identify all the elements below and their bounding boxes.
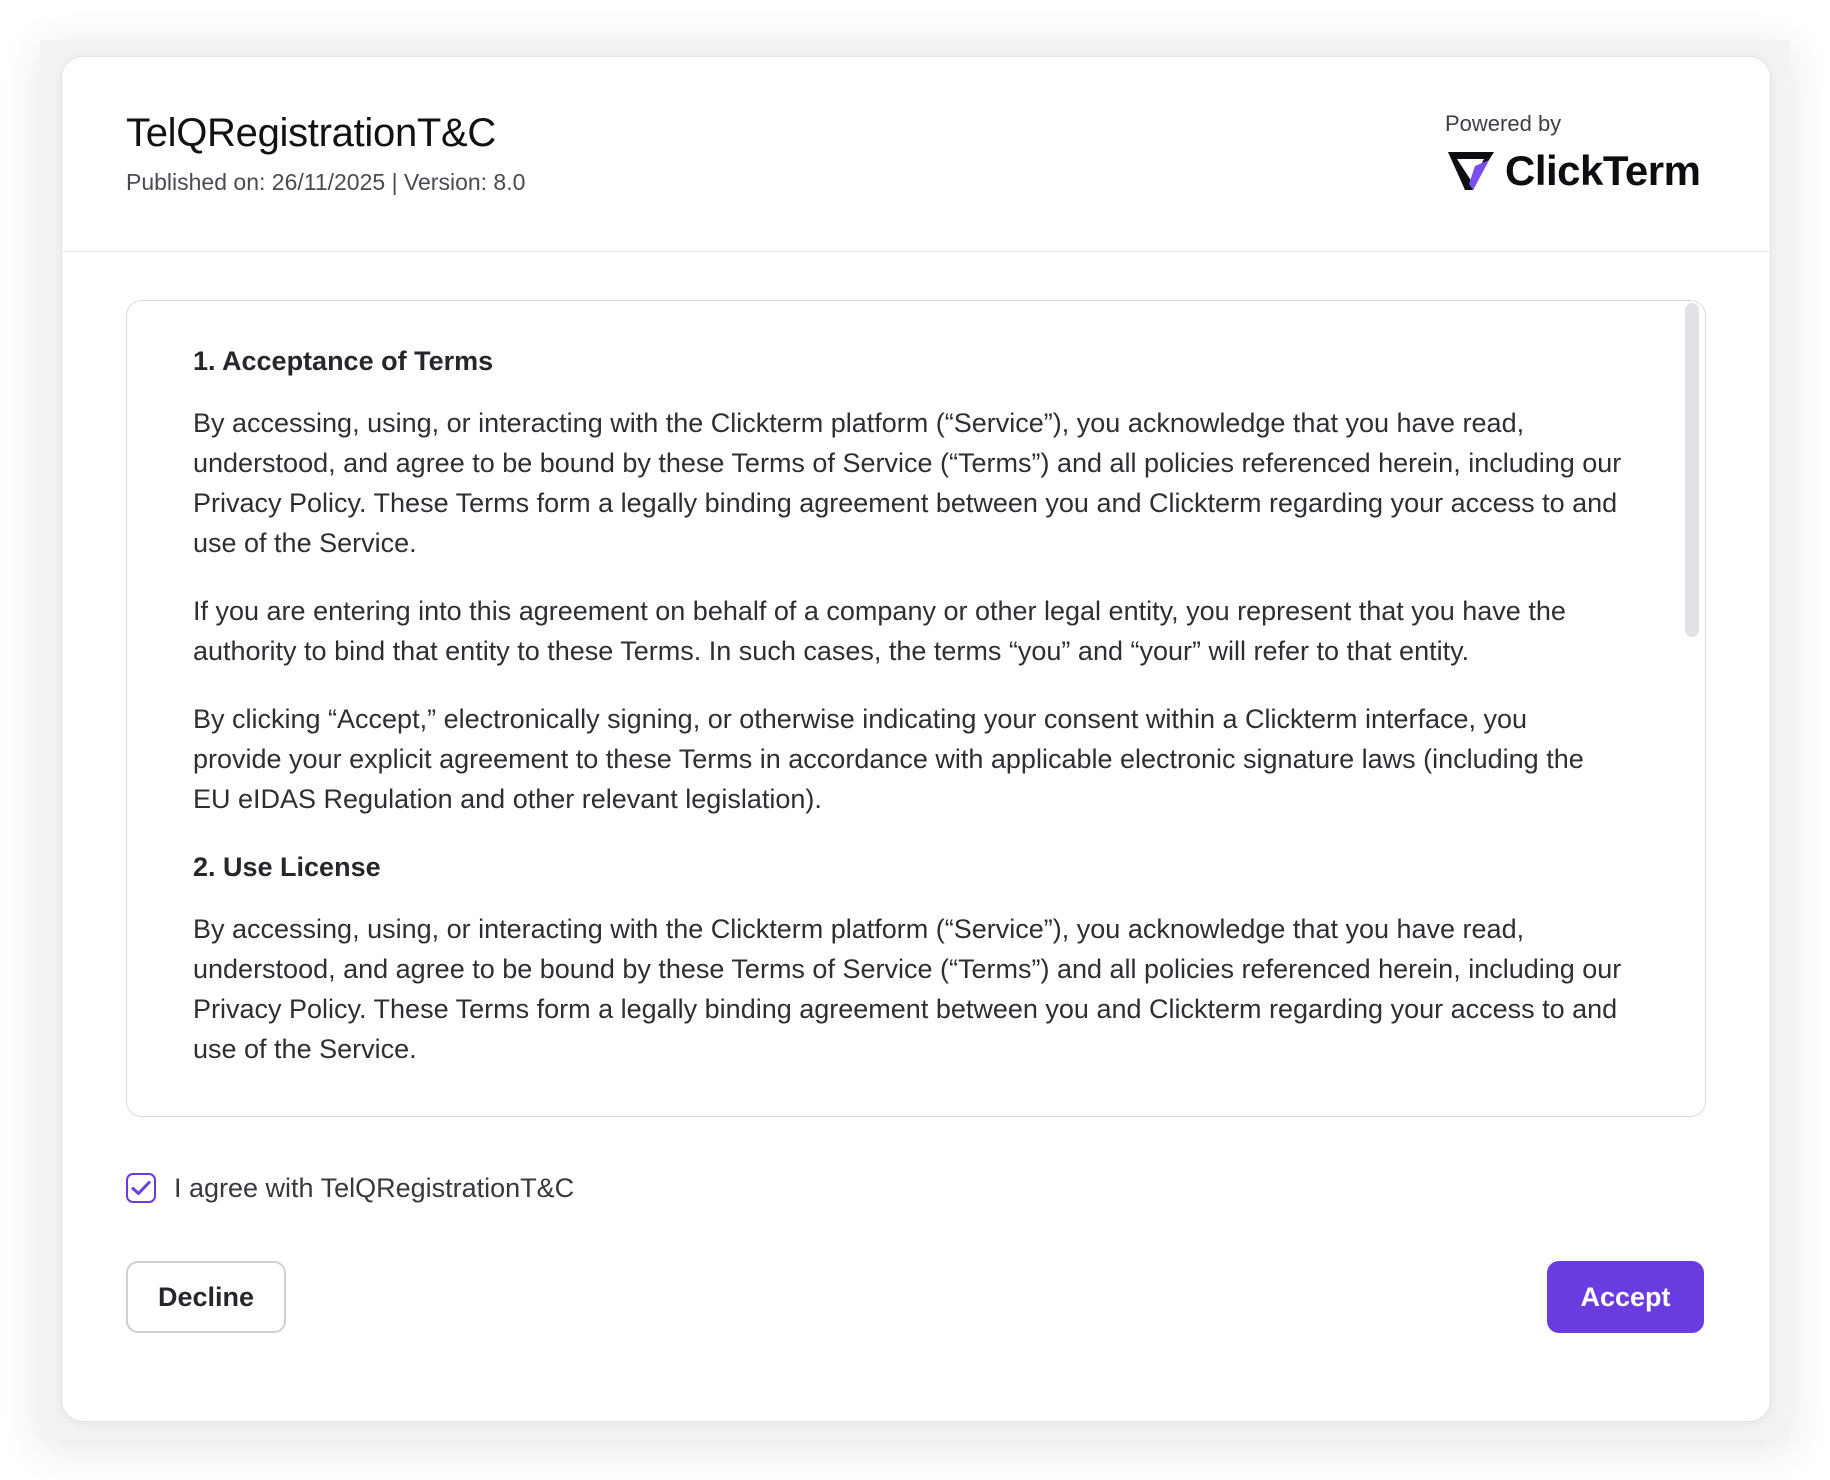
scrollbar-track[interactable] [1683, 301, 1705, 1116]
section-heading: 1. Acceptance of Terms [193, 346, 494, 376]
document-title: TelQRegistrationT&C [126, 111, 496, 155]
agree-checkbox-row[interactable] [126, 1171, 574, 1205]
document-meta: Published on: 26/11/2025 | Version: 8.0 [126, 169, 526, 195]
clickterm-logo [1445, 147, 1700, 195]
terms-scroll-area[interactable] [126, 300, 1706, 1117]
dialog-header [62, 57, 1770, 252]
section-paragraph: By clicking “Accept,” electronically signing, or otherwise indicating your consent within a Clickterm interface, you provide your explicit agreement to these Terms in accordance with applicable electronic signature laws (including the EU eIDAS Regulation and other relevant legislation). [193, 704, 1584, 814]
brand-name: ClickTerm [1505, 147, 1701, 194]
section-paragraph: By accessing, using, or interacting with the Clickterm platform (“Service”), you acknowledge that you have read, understood, and agree to be bound by these Terms of Service (“Terms”) and all policies referenced herein, including our Privacy Policy. These Terms form a legally binding agreement between you and Clickterm regarding your access to and use of the Service. [193, 408, 1622, 558]
section-paragraph: By accessing, using, or interacting with the Clickterm platform (“Service”), you acknowledge that you have read, understood, and agree to be bound by these Terms of Service (“Terms”) and all policies referenced herein, including our Privacy Policy. These Terms form a legally binding agreement between you and Clickterm regarding your access to and use of the Service. [193, 914, 1622, 1064]
section-heading: 2. Use License [193, 852, 381, 882]
clickterm-logo-icon [1445, 148, 1497, 194]
terms-content [193, 341, 1623, 1097]
accept-button[interactable]: Accept [1547, 1261, 1704, 1333]
section-paragraph: If you are entering into this agreement on behalf of a company or other legal entity, you represent that you have the authority to bind that entity to these Terms. In such cases, the terms “you” and “your” will refer to that entity. [193, 596, 1566, 666]
checkmark-icon [131, 1180, 151, 1196]
agree-checkbox[interactable] [126, 1173, 156, 1203]
powered-by-label: Powered by [1445, 111, 1562, 136]
terms-dialog [61, 56, 1771, 1422]
scrollbar-thumb[interactable] [1685, 303, 1699, 637]
decline-button[interactable]: Decline [126, 1261, 286, 1333]
agree-label: I agree with TelQRegistrationT&C [174, 1172, 575, 1203]
